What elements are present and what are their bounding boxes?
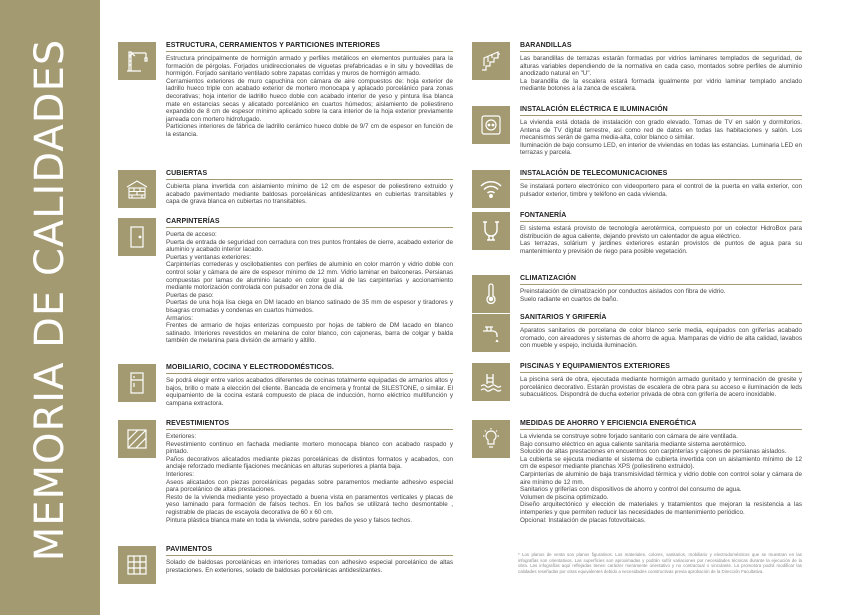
section-text: Puertas y ventanas exteriores: bbox=[166, 253, 252, 261]
section-body bbox=[166, 231, 453, 345]
section-text: Se podrá elegir entre varios acabados diferentes de cocinas totalmente equipadas de armarios altos y bajos, brillo o mate a elección del cliente. Bancada de encimera y frontal de SILESTONE, o similar. El equipamiento de la cocina estará compuesto de placa de inducción, horno eléctrico multifunción y campana extractora. bbox=[166, 377, 453, 407]
section-title: PAVIMENTOS bbox=[166, 546, 453, 556]
lightbulb-icon bbox=[472, 420, 510, 458]
section-text: Estructura principalmente de hormigón armado y perfiles metálicos en elementos puntuales para la formación de pérgolas. Forjados unidireccionales de viguetas prefabricadas e in situ y bovedillas de hormigón. Forjado sanitario ventilado sobre zapatas corridas y muros de hormigón armado. bbox=[166, 55, 453, 78]
section-text: Opcional: Instalación de placas fotovoltaicas. bbox=[520, 516, 646, 524]
section-text: Revestimiento continuo en fachada mediante mortero monocapa blanco con acabado raspado y pintado. bbox=[166, 440, 453, 456]
section-text: Preinstalación de climatización por conductos aislados con fibra de vidrio. bbox=[520, 288, 726, 295]
section-title: ESTRUCTURA, CERRAMIENTOS Y PARTICIONES INTERIORES bbox=[166, 42, 453, 52]
section-text: La barandilla de la escalera estará formada igualmente por vidrio laminar templado anclado mediante botones a la zanca de escalera. bbox=[520, 77, 802, 93]
section-text: Volumen de piscina optimizado. bbox=[520, 493, 609, 501]
section-text: El sistema estará provisto de tecnología aerotérmica, compuesto por un colector HidroBox para distribución de agua caliente, dejando previsto un calentador de agua eléctrico. bbox=[520, 225, 802, 240]
section-text: Diseño arquitectónico y elección de materiales y tratamientos que mejoran la resistencia a las intemperies y que permiten reducir las necesidades de mantenimiento periódico. bbox=[520, 501, 802, 516]
section-cubiertas bbox=[118, 170, 453, 215]
section-text: Iluminación de bajo consumo LED, en interior de viviendas en todas las estancias. Luminaria LED en terrazas y parcela. bbox=[520, 141, 802, 157]
faucet-icon bbox=[472, 314, 510, 352]
section-title: CARPINTERÍAS bbox=[166, 218, 453, 228]
section-title: FONTANERÍA bbox=[520, 212, 802, 222]
section-text: Cubierta plana invertida con aislamiento mínimo de 12 cm de espesor de poliestireno extruido y acabado pavimentado mediante baldosas porcelánicas antideslizantes en cubiertas transitables y capa de grava blanca en cubiertas no transitables. bbox=[166, 183, 453, 206]
section-body bbox=[520, 183, 802, 198]
section-revestimientos bbox=[118, 420, 453, 540]
section-text: Puerta de acceso: bbox=[166, 231, 217, 238]
roof-bricks-icon bbox=[118, 170, 156, 208]
socket-icon bbox=[472, 106, 510, 144]
floor-grid-icon bbox=[118, 546, 156, 584]
section-body bbox=[166, 559, 453, 574]
page-title: MEMORIA DE CALIDADES bbox=[27, 38, 73, 562]
section-title: CLIMATIZACIÓN bbox=[520, 275, 802, 285]
section-text: Armarios: bbox=[166, 314, 193, 322]
footnote: * Los planos de venta son planos figurativos. Los materiales, colores, sanitarios, mobiliario y electrodomésticos que se muestran en las infografías son orientativos. Las superficies son aproximadas y podrán sufrir variaciones por necesidades técnicas durante la ejecución de la obra. Las infografías aquí reflejadas tienen carácter meramente orientativo y no contractual o vinculante. La promotora podrá modificar las calidades reseñadas por otras equivalentes debido a necesidades constructivas previa aprobación de la Dirección Facultativa. bbox=[518, 552, 802, 574]
section-body bbox=[520, 55, 802, 93]
section-title: CUBIERTAS bbox=[166, 170, 453, 180]
section-text: Paños decorativos alicatados mediante piezas porcelánicas de distintos formatos y acabados, con anclaje reforzado mediante fijaciones mecánicas en alturas superiores a planta baja. bbox=[166, 455, 453, 471]
section-text: Suelo radiante en cuartos de baño. bbox=[520, 295, 619, 303]
section-text: Sanitarios y griferías con dispositivos de ahorro y control del consumo de agua. bbox=[520, 486, 742, 494]
section-body bbox=[520, 433, 802, 524]
door-icon bbox=[118, 218, 156, 256]
section-fontaneria bbox=[472, 212, 802, 270]
section-body bbox=[520, 225, 802, 255]
section-title: INSTALACIÓN DE TELECOMUNICACIONES bbox=[520, 170, 802, 180]
section-text: La cubierta se ejecuta mediante el sistema de cubierta invertida con un aislamiento mínimo de 12 cm de espesor mediante planchas XPS (poliestireno extruido). bbox=[520, 455, 802, 471]
section-text: Carpinterías de aluminio de baja transmisividad térmica y vidrio doble con control solar y cámara de aire mínimo de 12 mm. bbox=[520, 470, 802, 486]
wifi-icon bbox=[472, 170, 510, 208]
section-text: Puerta de entrada de seguridad con cerradura con tres puntos frontales de cierre, acabado exterior de aluminio y acabado interior lacado. bbox=[166, 238, 453, 254]
section-body bbox=[166, 433, 453, 524]
section-text: Cerramientos exteriores de muro capuchina con cámara de aire compuestos de: hoja exterior de ladrillo hueco triple con acabado exterior de mortero monocapa y aplacado porcelánico para zonas decorativas; hoja interior de ladrillo hueco doble con acabado interior de yeso y pintura lisa blanca mate en estancias secas y alicatado porcelánico en cuartos húmedos; aislamiento de poliestireno expandido de 8 cm de espesor mínimo aplicado sobre la cara interior de la hoja exterior previamente jarreada con mortero hidrofugado. bbox=[166, 77, 453, 123]
section-mobiliario bbox=[118, 364, 453, 414]
section-text: La vivienda está dotada de instalación con grado elevado. Tomas de TV en salón y dormitorios. Antena de TV digital terrestre, así como red de datos en todas las habitaciones y salón. Los mecanismos serán de gama media-alta, color blanco o similar. bbox=[520, 119, 802, 142]
section-text: Resto de la vivienda mediante yeso proyectado a buena vista en paramentos verticales y placas de yeso laminado para formación de falsos techos. En los baños se utilizará techo desmontable , registrable de placas de escayola decorativa de 60 x 60 cm. bbox=[166, 493, 453, 516]
section-body bbox=[520, 327, 802, 350]
section-text: Se instalará portero electrónico con videoportero para el control de la puerta en valla exterior, con pulsador exterior, timbre y teléfono en cada vivienda. bbox=[520, 183, 802, 198]
section-text: Las barandillas de terrazas estarán formadas por vidrios laminares templados de seguridad, de alturas variables dependiendo de la normativa en cada caso, montados sobre perfiles de aluminio anodizado natural en "U". bbox=[520, 55, 802, 78]
section-text: La piscina será de obra, ejecutada mediante hormigón armado gunitado y terminación de gresite y porcelánico decorativo. Estarán provistas de escalera de obra para su acceso e iluminación de leds subacuáticos. Dispondrá de ducha exterior privada de obra con grifería de acero inoxidable. bbox=[520, 376, 802, 399]
section-text: Pintura plástica blanca mate en toda la vivienda, sobre paredes de yeso y falsos techos. bbox=[166, 516, 413, 524]
section-body bbox=[520, 288, 802, 303]
section-piscinas bbox=[472, 363, 802, 415]
section-text: Solado de baldosas porcelánicas en interiores tomadas con adhesivo especial porcelánico de altas prestaciones. En exteriores, solado de baldosas porcelánicas antideslizantes. bbox=[166, 559, 453, 574]
section-eficiencia bbox=[472, 420, 802, 546]
section-text: Puertas de paso: bbox=[166, 291, 214, 299]
section-body bbox=[166, 55, 453, 139]
section-barandillas bbox=[472, 42, 802, 98]
section-text: Las terrazas, solárium y jardines exteriores estarán provistos de puntos de agua para su mantenimiento y previsión de riego para posible vegetación. bbox=[520, 240, 802, 255]
section-text: Puertas de una hoja lisa ciega en DM lacado en blanco satinado de 35 mm de espesor y tiradores y bisagras cromadas y condenas en cuartos húmedos. bbox=[166, 299, 453, 314]
pipe-icon bbox=[472, 212, 510, 250]
tiles-diagonal-icon bbox=[118, 420, 156, 458]
stairs-railing-icon bbox=[472, 42, 510, 80]
crane-icon bbox=[118, 42, 156, 80]
pool-icon bbox=[472, 363, 510, 401]
sidebar bbox=[0, 0, 100, 615]
section-title: BARANDILLAS bbox=[520, 42, 802, 52]
section-title: REVESTIMIENTOS bbox=[166, 420, 453, 430]
fridge-icon bbox=[118, 364, 156, 402]
section-text: Solución de altas prestaciones en encuentros con carpinterías y cajones de persianas aislados. bbox=[520, 448, 787, 456]
section-text: Frentes de armario de hojas enterizas compuesto por hojas de tablero de DM lacado en blanco satinado. Interiores revestidos en melanina de color blanco, con cajoneras, barra de colgar y balda también de melanina para división de armario y altillo. bbox=[166, 322, 453, 345]
section-pavimentos bbox=[118, 546, 453, 586]
section-text: Aparatos sanitarios de porcelana de color blanco serie media, equipados con griferías acabado cromado, con aireadores y sistemas de ahorro de agua. Mamparas de vidrio de alta calidad, lavabos con mueble y espejo, incluida iluminación. bbox=[520, 327, 802, 350]
section-climatizacion bbox=[472, 275, 802, 309]
thermometer-icon bbox=[472, 275, 510, 313]
section-title: MOBILIARIO, COCINA Y ELECTRODOMÉSTICOS. bbox=[166, 364, 453, 374]
section-text: Bajo consumo eléctrico en agua caliente sanitaria mediante sistema aerotérmico. bbox=[520, 440, 747, 448]
section-text: Aseos alicatados con piezas porcelánicas pegadas sobre paramentos mediante adhesivo especial para porcelánico de altas prestaciones. bbox=[166, 478, 453, 494]
section-text: La vivienda se construye sobre forjado sanitario con cámara de aire ventilada. bbox=[520, 433, 738, 440]
section-title: SANITARIOS Y GRIFERÍA bbox=[520, 314, 802, 324]
section-title: INSTALACIÓN ELÉCTRICA E ILUMINACIÓN bbox=[520, 106, 802, 116]
section-electrica bbox=[472, 106, 802, 164]
section-title: MEDIDAS DE AHORRO Y EFICIENCIA ENERGÉTICA bbox=[520, 420, 802, 430]
section-body bbox=[520, 119, 802, 157]
section-text: Interiores: bbox=[166, 470, 194, 478]
section-body bbox=[166, 377, 453, 407]
section-carpinterias bbox=[118, 218, 453, 358]
section-text: Particiones interiores de fábrica de ladrillo cerámico hueco doble de 9/7 cm de espesor en función de la estancia. bbox=[166, 123, 453, 138]
section-estructura bbox=[118, 42, 453, 164]
section-text: Carpinterías correderas y oscilobatientes con perfiles de aluminio en color marrón y vidrio doble con control solar y cámara de aire de espesor mínimo de 12 mm. Vidrio laminar en balconeras. Persianas compuestas por lamas de aluminio lacado en color igual al de las carpinterías y accionamiento mediante motorización controlada con pulsador en zona de día. bbox=[166, 261, 453, 292]
section-title: PISCINAS Y EQUIPAMIENTOS EXTERIORES bbox=[520, 363, 802, 373]
section-text: Exteriores: bbox=[166, 433, 197, 440]
section-body bbox=[520, 376, 802, 399]
section-sanitarios bbox=[472, 314, 802, 358]
section-telecomunicaciones bbox=[472, 170, 802, 206]
section-body bbox=[166, 183, 453, 206]
